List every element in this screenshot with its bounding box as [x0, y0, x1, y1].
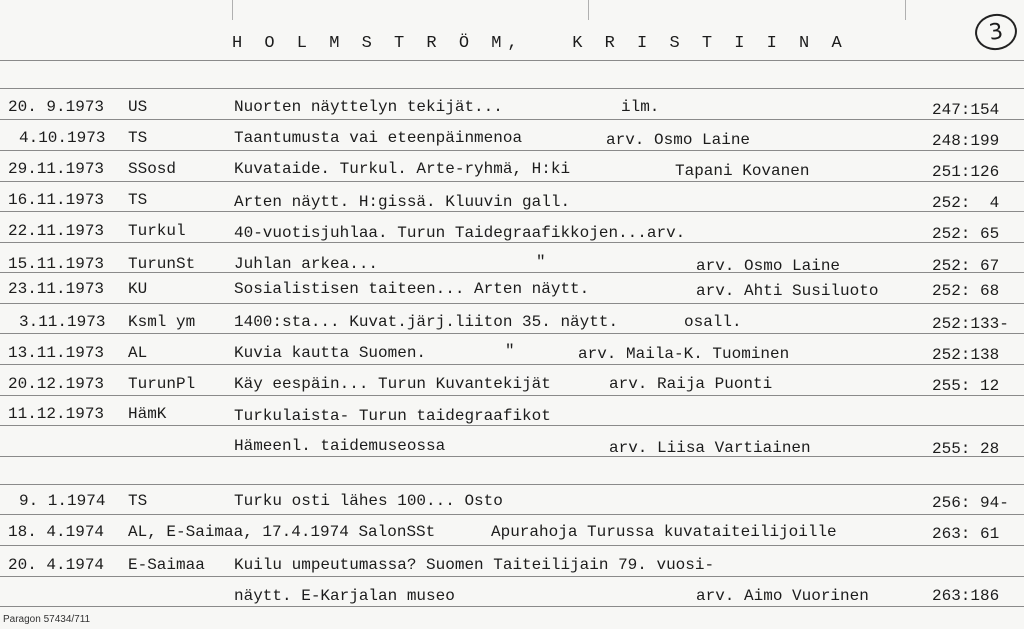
rule-line [0, 303, 1024, 304]
entry-date: 13.11.1973 [8, 344, 105, 362]
entry-source: TS [128, 492, 148, 510]
entry-title: 1400:sta... Kuvat.järj.liiton 35. näytt. [234, 313, 619, 331]
entry-ref: 252: 65 [932, 225, 1000, 243]
entry-source: AL, E-Saimaa, 17.4.1974 SalonSSt [128, 523, 436, 541]
entry-source: TurunSt [128, 255, 196, 273]
entry-date: 20.12.1973 [8, 375, 105, 393]
entry-title-continued: näytt. E-Karjalan museo [234, 587, 455, 605]
entry-title: Turkulaista- Turun taidegraafikot [234, 407, 551, 425]
entry-ref: 247:154 [932, 101, 1000, 119]
top-edge-mark [905, 0, 906, 20]
entry-source: KU [128, 280, 148, 298]
entry-note: arv. Aimo Vuorinen [696, 587, 869, 605]
entry-source: SSosd [128, 160, 177, 178]
rule-line [0, 211, 1024, 212]
rule-line [0, 456, 1024, 457]
entry-note: arv. Raija Puonti [609, 375, 773, 393]
entry-ref: 251:126 [932, 163, 1000, 181]
entry-note: osall. [684, 313, 742, 331]
top-edge-mark [232, 0, 233, 20]
entry-title: Apurahoja Turussa kuvataiteilijoille [491, 523, 837, 541]
rule-line [0, 576, 1024, 577]
entry-date: 4.10.1973 [19, 129, 106, 147]
entry-note: Tapani Kovanen [675, 162, 810, 180]
rule-line [0, 60, 1024, 61]
rule-line [0, 150, 1024, 151]
entry-date: 15.11.1973 [8, 255, 105, 273]
entry-source: AL [128, 344, 148, 362]
entry-ref: 263: 61 [932, 525, 1000, 543]
entry-ref: 252: 67 [932, 257, 1000, 275]
entry-note: arv. Osmo Laine [606, 131, 751, 149]
entry-date: 18. 4.1974 [8, 523, 105, 541]
top-edge-mark [588, 0, 589, 20]
entry-title: Sosialistisen taiteen... Arten näytt. [234, 280, 590, 298]
entry-title: Nuorten näyttelyn tekijät... [234, 98, 503, 116]
rule-line [0, 484, 1024, 485]
entry-title: Arten näytt. H:gissä. Kluuvin gall. [234, 193, 571, 211]
entry-ref: 255: 12 [932, 377, 1000, 395]
entry-source: TS [128, 129, 148, 147]
rule-line [0, 242, 1024, 243]
entry-ref: 256: 94- [932, 494, 1009, 512]
entry-ref: 263:186 [932, 587, 1000, 605]
entry-ref: 252:133- [932, 315, 1009, 333]
card-number-circle: 3 [973, 11, 1020, 52]
entry-title: Kuilu umpeutumassa? Suomen Taiteilijain 79. vuosi- [234, 556, 715, 574]
entry-date: 20. 9.1973 [8, 98, 105, 116]
entry-date: 9. 1.1974 [19, 492, 106, 510]
rule-line [0, 514, 1024, 515]
entry-title: Juhlan arkea... [234, 255, 379, 273]
entry-date: 3.11.1973 [19, 313, 106, 331]
entry-note: arv. Ahti Susiluoto [696, 282, 879, 300]
rule-line [0, 606, 1024, 607]
entry-note: arv. Maila-K. Tuominen [578, 345, 790, 363]
ditto-mark: " [536, 253, 546, 271]
entry-source: TS [128, 191, 148, 209]
rule-line [0, 364, 1024, 365]
rule-line [0, 181, 1024, 182]
rule-line [0, 545, 1024, 546]
rule-line [0, 333, 1024, 334]
entry-date: 29.11.1973 [8, 160, 105, 178]
entry-ref: 248:199 [932, 132, 1000, 150]
entry-date: 11.12.1973 [8, 405, 105, 423]
entry-source: HämK [128, 405, 167, 423]
entry-ref: 252:138 [932, 346, 1000, 364]
entry-title: Kuvataide. Turkul. Arte-ryhmä, H:ki [234, 160, 571, 178]
entry-date: 22.11.1973 [8, 222, 105, 240]
entry-title: Kuvia kautta Suomen. [234, 344, 427, 362]
entry-source: US [128, 98, 148, 116]
entry-title: Käy eespäin... Turun Kuvantekijät [234, 375, 551, 393]
entry-title-continued: Hämeenl. taidemuseossa [234, 437, 446, 455]
entry-note: arv. Liisa Vartiainen [609, 439, 811, 457]
entry-ref: 255: 28 [932, 440, 1000, 458]
entry-source: Turkul [128, 222, 186, 240]
rule-line [0, 425, 1024, 426]
entry-source: Ksml ym [128, 313, 196, 331]
entry-note: arv. Osmo Laine [696, 257, 841, 275]
entry-title: Turku osti lähes 100... Osto [234, 492, 503, 510]
entry-date: 20. 4.1974 [8, 556, 105, 574]
rule-line [0, 119, 1024, 120]
rule-line [0, 88, 1024, 89]
entry-note: ilm. [621, 98, 660, 116]
entry-date: 16.11.1973 [8, 191, 105, 209]
entry-ref: 252: 4 [932, 194, 1000, 212]
entry-title: 40-vuotisjuhlaa. Turun Taidegraafikkojen...arv. [234, 224, 686, 242]
printer-imprint: Paragon 57434/711 [3, 614, 91, 625]
rule-line [0, 395, 1024, 396]
entry-date: 23.11.1973 [8, 280, 105, 298]
entry-ref: 252: 68 [932, 282, 1000, 300]
ditto-mark: " [505, 342, 515, 360]
card-title: H O L M S T R Ö M, K R I S T I I N A [232, 34, 848, 53]
entry-title: Taantumusta vai eteenpäinmenoa [234, 129, 523, 147]
entry-source: TurunPl [128, 375, 196, 393]
entry-source: E-Saimaa [128, 556, 205, 574]
